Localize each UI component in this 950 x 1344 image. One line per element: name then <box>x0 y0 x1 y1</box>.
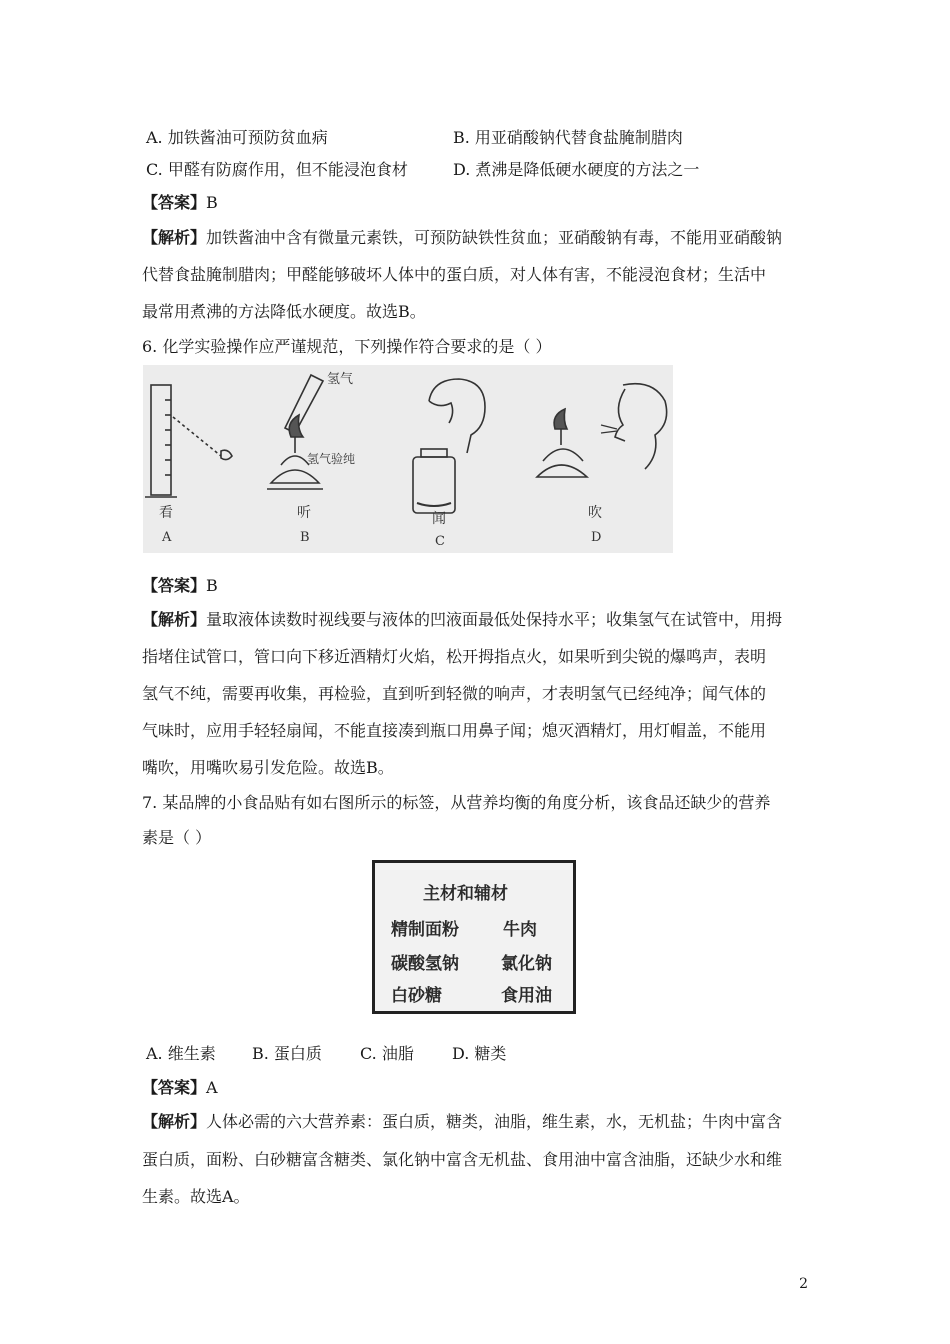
blowing-lamp-icon <box>537 384 667 477</box>
q5-option-d: D. 煮沸是降低硬水硬度的方法之一 <box>453 160 700 179</box>
label-item: 牛肉 <box>503 920 537 940</box>
q6-analysis-line-4: 气味时，应用手轻轻扇闻，不能直接凑到瓶口用鼻子闻；熄灭酒精灯，用灯帽盖，不能用 <box>142 721 767 740</box>
q7-option-a: A. 维生素 <box>146 1044 216 1063</box>
answer-tag: 【答案】 <box>142 576 207 595</box>
q7-stem-line-2: 素是（ ） <box>142 828 212 847</box>
q5-option-a: A. 加铁酱油可预防贫血病 <box>146 128 328 147</box>
q6-figure <box>143 365 673 553</box>
caption-smell: 闻 <box>432 511 446 527</box>
ingredient-label <box>372 860 576 1014</box>
q7-option-c: C. 油脂 <box>360 1044 414 1063</box>
label-item: 白砂糖 <box>391 986 442 1006</box>
page-number: 2 <box>799 1276 808 1292</box>
analysis-text: 加铁酱油中含有微量元素铁，可预防缺铁性贫血；亚硝酸钠有毒，不能用亚硝酸钠 <box>206 228 783 247</box>
q6-answer <box>142 576 218 596</box>
letter-b: B <box>300 530 310 545</box>
q6-stem: 6. 化学实验操作应严谨规范，下列操作符合要求的是（ ） <box>142 337 552 356</box>
q5-option-b: B. 用亚硝酸钠代替食盐腌制腊肉 <box>453 128 683 147</box>
q7-stem-line-1: 7. 某品牌的小食品贴有如右图所示的标签，从营养均衡的角度分析，该食品还缺少的营养 <box>142 793 771 812</box>
answer-value: A <box>206 1078 218 1097</box>
label-title: 主材和辅材 <box>423 884 508 904</box>
q7-analysis-line-3: 生素。故选A。 <box>142 1187 250 1206</box>
caption-listen: 听 <box>297 505 311 521</box>
q5-analysis-line-1 <box>142 228 782 248</box>
q7-analysis-line-2: 蛋白质，面粉、白砂糖富含糖类、氯化钠中富含无机盐、食用油中富含油脂，还缺少水和维 <box>142 1150 783 1169</box>
analysis-tag: 【解析】 <box>142 228 207 247</box>
hydrogen-test-label: 氢气验纯 <box>307 452 356 466</box>
smelling-bottle-icon <box>413 379 485 513</box>
q7-option-d: D. 糖类 <box>452 1044 507 1063</box>
q7-analysis-line-1 <box>142 1112 782 1132</box>
hydrogen-label: 氢气 <box>327 372 354 387</box>
q6-analysis-line-3: 氢气不纯，需要再收集，再检验，直到听到轻微的响声，才表明氢气已经纯净；闻气体的 <box>142 684 767 703</box>
analysis-tag: 【解析】 <box>142 1112 207 1131</box>
letter-c: C <box>435 534 445 549</box>
q5-analysis-line-2: 代替食盐腌制腊肉；甲醛能够破坏人体中的蛋白质，对人体有害，不能浸泡食材；生活中 <box>142 265 767 284</box>
caption-blow: 吹 <box>588 505 602 521</box>
q5-answer <box>142 193 218 213</box>
answer-value: B <box>206 193 218 212</box>
q6-analysis-line-2: 指堵住试管口，管口向下移近酒精灯火焰，松开拇指点火，如果听到尖锐的爆鸣声，表明 <box>142 647 767 666</box>
q5-analysis-line-3: 最常用煮沸的方法降低水硬度。故选B。 <box>142 302 426 321</box>
answer-tag: 【答案】 <box>142 193 207 212</box>
graduated-cylinder-icon <box>145 385 232 497</box>
letter-d: D <box>591 530 602 545</box>
analysis-tag: 【解析】 <box>142 610 207 629</box>
label-item: 食用油 <box>501 986 552 1006</box>
q5-option-c: C. 甲醛有防腐作用，但不能浸泡食材 <box>146 160 408 179</box>
label-item: 碳酸氢钠 <box>391 954 459 974</box>
analysis-text: 人体必需的六大营养素：蛋白质，糖类，油脂，维生素，水，无机盐；牛肉中富含 <box>206 1112 783 1131</box>
analysis-text: 量取液体读数时视线要与液体的凹液面最低处保持水平；收集氢气在试管中，用拇 <box>206 610 783 629</box>
q6-analysis-line-5: 嘴吹，用嘴吹易引发危险。故选B。 <box>142 758 394 777</box>
answer-value: B <box>206 576 218 595</box>
q7-answer <box>142 1078 218 1098</box>
answer-tag: 【答案】 <box>142 1078 207 1097</box>
alcohol-lamp-icon <box>267 375 323 489</box>
label-item: 氯化钠 <box>501 954 552 974</box>
q6-analysis-line-1 <box>142 610 782 630</box>
q7-option-b: B. 蛋白质 <box>252 1044 322 1063</box>
letter-a: A <box>162 530 172 545</box>
label-item: 精制面粉 <box>391 920 459 940</box>
caption-look: 看 <box>159 505 173 521</box>
lab-operations-illustration <box>143 365 673 553</box>
